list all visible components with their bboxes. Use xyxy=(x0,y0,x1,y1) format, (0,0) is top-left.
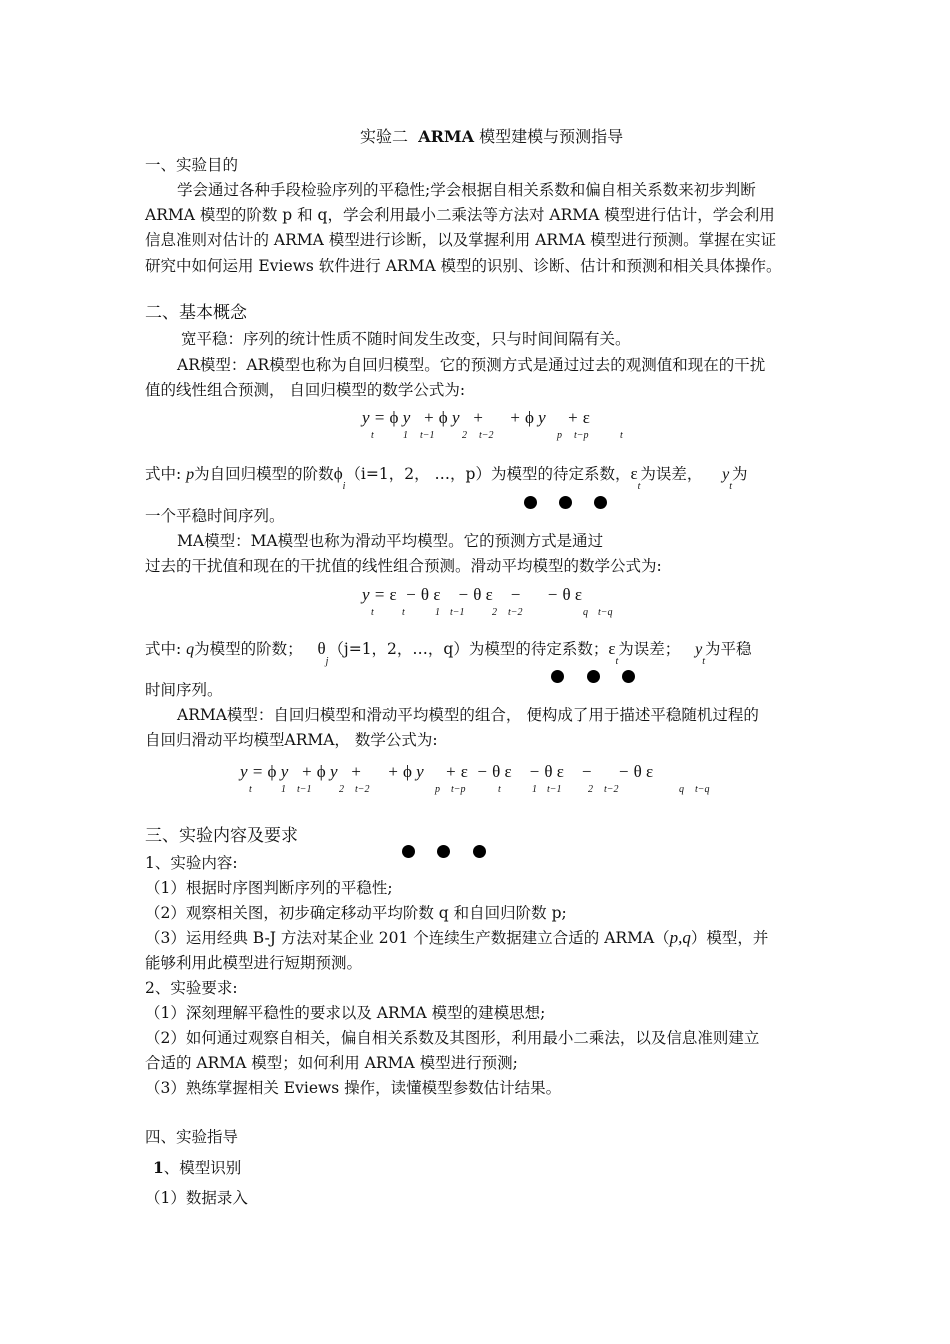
eq-mainline: y = ε − θ ε − θ ε − − θ ε xyxy=(362,585,582,604)
arma-equation xyxy=(240,762,720,802)
content-item: （1）根据时序图判断序列的平稳性; xyxy=(145,879,393,897)
paragraph-line: 研究中如何运用 Eviews 软件进行 ARMA 模型的识别、诊断、估计和预测和相关具体操作。 xyxy=(145,257,782,275)
eq-subscript: 1 xyxy=(435,607,440,618)
eq-subscript: p xyxy=(435,784,440,795)
eq-subscript: 2 xyxy=(588,784,593,795)
eq-subscript: t xyxy=(371,607,374,618)
eq-subscript: t xyxy=(371,430,374,441)
ma-equation xyxy=(362,585,662,625)
bullet-dot xyxy=(559,496,572,509)
eq-subscript: t xyxy=(249,784,252,795)
bullet-dot xyxy=(594,496,607,509)
eq-subscript: 2 xyxy=(339,784,344,795)
guide-subheading: 1、模型识别 xyxy=(153,1158,242,1177)
requirement-item: 合适的 ARMA 模型；如何利用 ARMA 模型进行预测; xyxy=(145,1054,518,1072)
content-item: （2）观察相关图，初步确定移动平均阶数 q 和自回归阶数 p; xyxy=(145,904,567,922)
content-item: （3）运用经典 B-J 方法对某企业 201 个连续生产数据建立合适的 ARMA（p,q）模型，并 xyxy=(145,928,769,947)
eq-subscript: 1 xyxy=(532,784,537,795)
eq-subscript: t−2 xyxy=(479,430,494,441)
section-heading-concepts: 二、基本概念 xyxy=(145,303,247,323)
ma-model-line: MA模型：MA模型也称为滑动平均模型。它的预测方式是通过 xyxy=(177,532,604,550)
eq-subscript: t−q xyxy=(598,607,613,618)
eq-mainline: y = ϕ y + ϕ y + + ϕ y + ε xyxy=(362,408,590,427)
ma-note: 式中: q为模型的阶数； $\theta_j(j=1$，2，…，q）为模型的待定系数；$\varepsilon_t$为误差； $y_t$为平稳 xyxy=(145,639,752,668)
section-heading-guide: 四、实验指导 xyxy=(145,1128,239,1146)
section-heading-content: 三、实验内容及要求 xyxy=(145,826,298,846)
eq-subscript: t−p xyxy=(574,430,589,441)
ma-model-line: 过去的干扰值和现在的干扰值的线性组合预测。滑动平均模型的数学公式为: xyxy=(145,557,662,575)
bullet-dot xyxy=(402,845,415,858)
bullet-dot xyxy=(437,845,450,858)
eq-subscript: 2 xyxy=(462,430,467,441)
bullet-dot xyxy=(587,670,600,683)
eq-subscript: q xyxy=(583,607,588,618)
ar-note: 式中: p为自回归模型的阶数$\phi_i(i=1$，2， …，p）为模型的待定系数，$\varepsilon_t$为误差， $y_t$为 xyxy=(145,464,748,493)
eq-subscript: 2 xyxy=(492,607,497,618)
ar-note-continued: 一个平稳时间序列。 xyxy=(145,507,285,525)
eq-subscript: t−p xyxy=(451,784,466,795)
arma-model-line: 自回归滑动平均模型ARMA， 数学公式为: xyxy=(145,731,438,749)
content-item: 能够利用此模型进行短期预测。 xyxy=(145,954,363,972)
requirement-item: （3）熟练掌握相关 Eviews 操作，读懂模型参数估计结果。 xyxy=(145,1079,562,1097)
bullet-dot xyxy=(524,496,537,509)
eq-subscript: t−2 xyxy=(355,784,370,795)
paragraph-line: 信息准则对估计的 ARMA 模型进行诊断，以及掌握利用 ARMA 模型进行预测。掌握在实证 xyxy=(145,231,777,249)
wide-stationary-definition: 宽平稳：序列的统计性质不随时间发生改变，只与时间间隔有关。 xyxy=(181,330,631,348)
ar-equation xyxy=(362,408,662,448)
bullet-dot xyxy=(551,670,564,683)
eq-subscript: t xyxy=(620,430,623,441)
eq-subscript: t−q xyxy=(695,784,710,795)
eq-subscript: t xyxy=(402,607,405,618)
eq-subscript: t−2 xyxy=(604,784,619,795)
ma-note-continued: 时间序列。 xyxy=(145,681,223,699)
arma-model-line: ARMA模型：自回归模型和滑动平均模型的组合， 便构成了用于描述平稳随机过程的 xyxy=(177,706,759,724)
requirements-heading: 2、实验要求: xyxy=(145,979,238,997)
paragraph-line: 学会通过各种手段检验序列的平稳性;学会根据自相关系数和偏自相关系数来初步判断 xyxy=(177,181,756,199)
bullet-dot xyxy=(622,670,635,683)
eq-subscript: t−1 xyxy=(420,430,435,441)
eq-subscript: t−1 xyxy=(450,607,465,618)
eq-subscript: p xyxy=(557,430,562,441)
ar-model-line: AR模型：AR模型也称为自回归模型。它的预测方式是通过过去的观测值和现在的干扰 xyxy=(177,356,766,374)
ar-model-line: 值的线性组合预测， 自回归模型的数学公式为: xyxy=(145,381,466,399)
eq-subscript: t−2 xyxy=(508,607,523,618)
requirement-item: （2）如何通过观察自相关，偏自相关系数及其图形，利用最小二乘法，以及信息准则建立 xyxy=(145,1029,760,1047)
content-heading: 1、实验内容: xyxy=(145,854,238,872)
bullet-dot xyxy=(473,845,486,858)
requirement-item: （1）深刻理解平稳性的要求以及 ARMA 模型的建模思想; xyxy=(145,1004,546,1022)
paragraph-line: ARMA 模型的阶数 p 和 q，学会利用最小二乘法等方法对 ARMA 模型进行估计，学会利用 xyxy=(145,206,775,224)
guide-item: （1）数据录入 xyxy=(145,1189,248,1207)
eq-subscript: t xyxy=(498,784,501,795)
section-heading-purpose: 一、实验目的 xyxy=(145,156,239,174)
eq-mainline: y = ϕ y + ϕ y + + ϕ y + ε − θ ε − θ ε − − θ ε xyxy=(240,762,654,781)
eq-subscript: q xyxy=(679,784,684,795)
eq-subscript: t−1 xyxy=(547,784,562,795)
eq-subscript: 1 xyxy=(281,784,286,795)
eq-subscript: t−1 xyxy=(297,784,312,795)
page-title: 实验二 ARMA 模型建模与预测指导 xyxy=(360,127,624,146)
eq-subscript: 1 xyxy=(403,430,408,441)
